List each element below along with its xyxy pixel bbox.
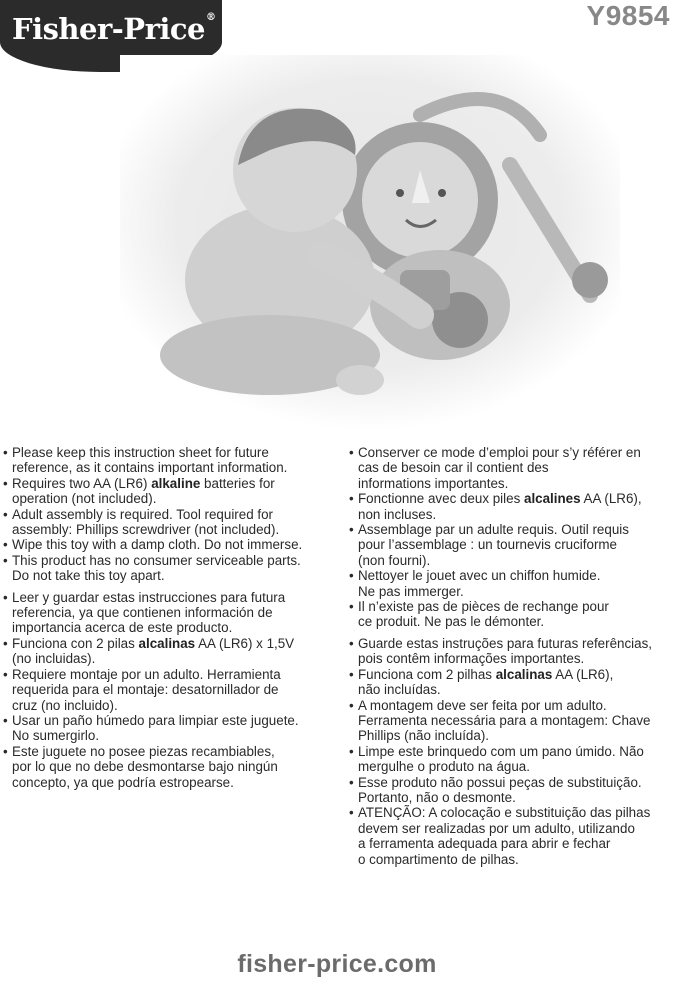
model-number: Y9854 [586,0,670,31]
english-item-3: • Adult assembly is required. Tool required for assembly: Phillips screwdriver (not included). [3,507,333,538]
portuguese-instructions [349,636,674,867]
english-instructions [3,445,333,584]
spanish-instructions [3,590,333,790]
spanish-item-3: • Requiere montaje por un adulto. Herramienta requerida para el montaje: desatornillador de cruz (no incluido). [3,667,333,713]
registered-mark: ® [206,12,216,23]
spanish-item-1: • Leer y guardar estas instrucciones para futura referencia, ya que contienen información de importancia acerca de este producto. [3,590,333,636]
portuguese-item-5: • Esse produto não possui peças de substituição. Portanto, não o desmonte. [349,775,674,806]
french-instructions [349,445,674,630]
french-item-4: • Nettoyer le jouet avec un chiffon humide. Ne pas immerger. [349,568,674,599]
instructions-left-column [3,445,333,790]
spanish-item-4: • Usar un paño húmedo para limpiar este juguete. No sumergirlo. [3,713,333,744]
brand-logo-text: Fisher-Price® [12,12,216,46]
english-item-5: • This product has no consumer serviceable parts. Do not take this toy apart. [3,553,333,584]
instructions-right-column [349,445,674,867]
english-item-batteries: • Requires two AA (LR6) alkaline batteries for operation (not included). [3,476,333,507]
english-item-4: • Wipe this toy with a damp cloth. Do not immerse. [3,537,333,552]
spanish-item-5: • Este juguete no posee piezas recambiables, por lo que no debe desmontarse bajo ningún concepto, ya que podría estropearse. [3,744,333,790]
french-item-1: • Conserver ce mode d’emploi pour s’y référer en cas de besoin car il contient des informations importantes. [349,445,674,491]
portuguese-item-4: • Limpe este brinquedo com um pano úmido. Não mergulhe o produto na água. [349,744,674,775]
baby-with-lion-walker-photo [120,55,620,430]
french-item-5: • Il n’existe pas de pièces de rechange pour ce produit. Ne pas le démonter. [349,599,674,630]
website-url: fisher-price.com [237,950,437,978]
portuguese-item-3: • A montagem deve ser feita por um adulto. Ferramenta necessária para a montagem: Chave Phillips (não incluída). [349,698,674,744]
portuguese-item-batteries: • Funciona com 2 pilhas alcalinas AA (LR6), não incluídas. [349,667,674,698]
portuguese-item-1: • Guarde estas instruções para futuras referências, pois contêm informações importantes. [349,636,674,667]
english-item-1: • Please keep this instruction sheet for future reference, as it contains important information. [3,445,333,476]
spanish-item-batteries: • Funciona con 2 pilas alcalinas AA (LR6) x 1,5V (no incluidas). [3,636,333,667]
french-item-batteries: • Fonctionne avec deux piles alcalines AA (LR6), non incluses. [349,491,674,522]
french-item-3: • Assemblage par un adulte requis. Outil requis pour l’assemblage : un tournevis cruciforme (non fourni). [349,522,674,568]
portuguese-item-6: • ATENÇÃO: A colocação e substituição das pilhas devem ser realizadas por um adulto, utilizando a ferramenta adequada para abrir e fechar o compartimento de pilhas. [349,805,674,867]
